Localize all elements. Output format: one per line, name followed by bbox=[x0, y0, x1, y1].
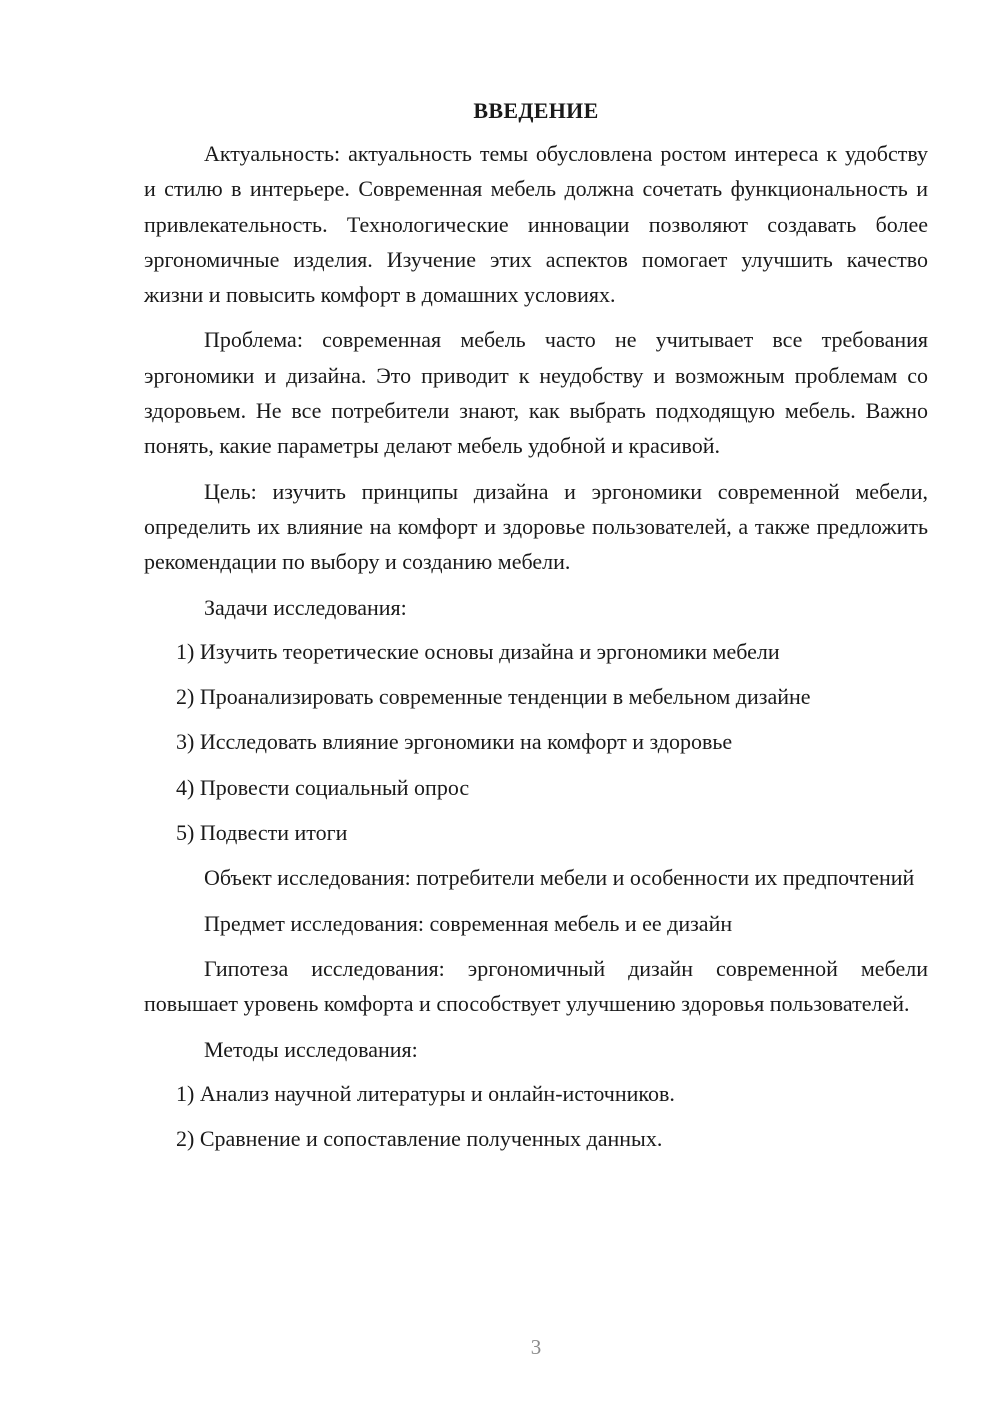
methods-title: Методы исследования: bbox=[204, 1036, 418, 1062]
list-item: 2) Проанализировать современные тенденции в мебельном дизайне bbox=[176, 684, 811, 710]
section-heading: ВВЕДЕНИЕ bbox=[473, 98, 599, 123]
list-item: 4) Провести социальный опрос bbox=[176, 774, 470, 800]
paragraph-problem: Проблема: современная мебель часто не учитывает все требования эргономики и дизайна. Это приводит к неудобству и возможным проблемам со здоровьем. Не все потребители знают, как выбрать подходящую мебель. Важно понять, какие параметры делают мебель удобной и красивой. bbox=[144, 327, 928, 459]
tasks-title: Задачи исследования: bbox=[204, 594, 407, 620]
paragraph-relevance: Актуальность: актуальность темы обусловлена ростом интереса к удобству и стилю в интерьере. Современная мебель должна сочетать функциональность и привлекательность. Технологические инновации позволяют создавать более эргономичные изделия. Изучение этих аспектов помогает улучшить качество жизни и повысить комфорт в домашних условиях. bbox=[144, 141, 928, 308]
list-item: 1) Изучить теоретические основы дизайна и эргономики мебели bbox=[176, 638, 780, 664]
paragraph-object: Объект исследования: потребители мебели и особенности их предпочтений bbox=[204, 865, 915, 891]
paragraph-subject: Предмет исследования: современная мебель и ее дизайн bbox=[204, 910, 733, 936]
paragraph-goal: Цель: изучить принципы дизайна и эргономики современной мебели, определить их влияние на комфорт и здоровье пользователей, а также предложить рекомендации по выбору и созданию мебели. bbox=[144, 478, 928, 575]
list-item: 2) Сравнение и сопоставление полученных данных. bbox=[176, 1126, 663, 1152]
list-item: 5) Подвести итоги bbox=[176, 820, 348, 846]
tasks-list bbox=[144, 634, 928, 850]
list-item: 1) Анализ научной литературы и онлайн-источников. bbox=[176, 1080, 675, 1106]
methods-list bbox=[144, 1076, 928, 1157]
page-number: 3 bbox=[530, 1335, 542, 1359]
document-page bbox=[144, 96, 928, 1166]
paragraph-hypothesis: Гипотеза исследования: эргономичный дизайн современной мебели повышает уровень комфорта и способствует улучшению здоровья пользователей. bbox=[144, 955, 928, 1017]
list-item: 3) Исследовать влияние эргономики на комфорт и здоровье bbox=[176, 729, 733, 755]
